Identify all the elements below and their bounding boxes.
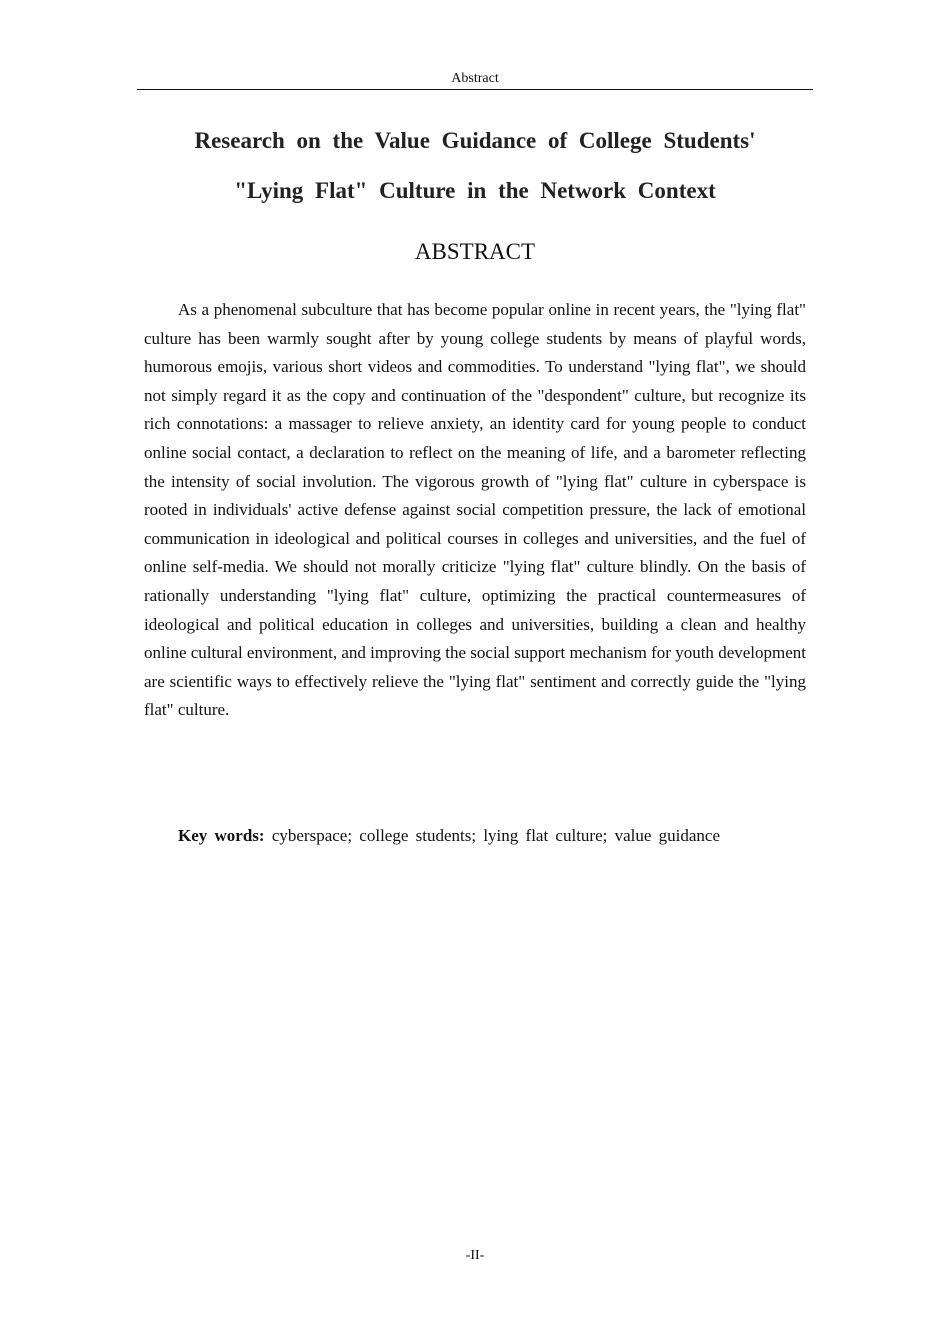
- keywords-line: [144, 823, 806, 849]
- abstract-body: As a phenomenal subculture that has become popular online in recent years, the "lying flat" culture has been warmly sought after by young college students by means of playful words, humorous emojis, various short videos and commodities. To understand "lying flat", we should not simply regard it as the copy and continuation of the "despondent" culture, but recognize its rich connotations: a massager to relieve anxiety, an identity card for young people to conduct online social contact, a declaration to reflect on the meaning of life, and a barometer reflecting the intensity of social involution. The vigorous growth of "lying flat" culture in cyberspace is rooted in individuals' active defense against social competition pressure, the lack of emotional communication in ideological and political courses in colleges and universities, and the fuel of online self-media. We should not morally criticize "lying flat" culture blindly. On the basis of rationally understanding "lying flat" culture, optimizing the practical countermeasures of ideological and political education in colleges and universities, building a clean and healthy online cultural environment, and improving the social support mechanism for youth development are scientific ways to effectively relieve the "lying flat" sentiment and correctly guide the "lying flat" culture.: [144, 300, 806, 720]
- abstract-heading: ABSTRACT: [414, 239, 536, 264]
- header-divider: [137, 89, 813, 90]
- paper-title: [137, 116, 813, 216]
- page-number: -II-: [465, 1248, 485, 1263]
- paper-title-line-2: "Lying Flat" Culture in the Network Context: [234, 178, 716, 203]
- keywords-text: cyberspace; college students; lying flat culture; value guidance: [271, 826, 721, 845]
- running-header: Abstract: [451, 71, 499, 86]
- paper-title-line-1: Research on the Value Guidance of College Students': [194, 128, 756, 153]
- keywords-label: Key words:: [178, 826, 265, 845]
